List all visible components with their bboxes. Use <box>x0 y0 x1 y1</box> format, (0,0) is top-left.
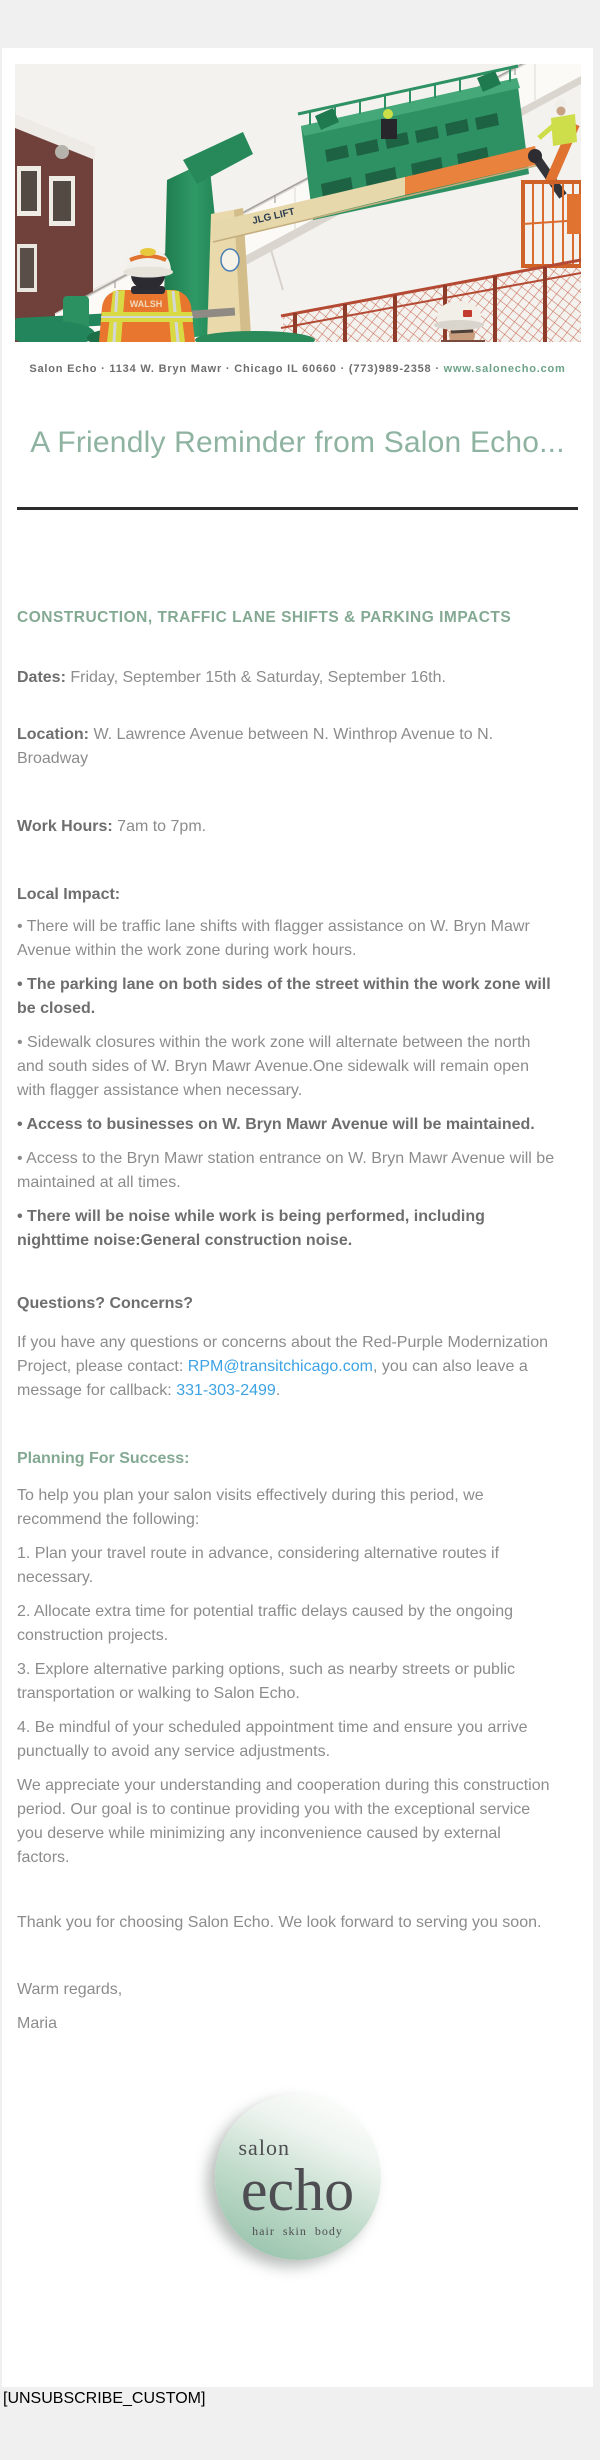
email-container <box>2 48 593 2387</box>
hours-label: Work Hours: <box>17 818 113 835</box>
impact-heading: Local Impact: <box>17 886 121 903</box>
dates-label: Dates: <box>17 669 66 686</box>
contact-line <box>2 363 593 376</box>
planning-intro: To help you plan your salon visits effectively during this period, we recommend the following: <box>17 1487 484 1528</box>
logo-word-echo: echo <box>240 2157 355 2223</box>
platform-worker-helmet <box>383 109 393 119</box>
location-line <box>17 723 557 771</box>
thanks-paragraph: Thank you for choosing Salon Echo. We look forward to serving you soon. <box>17 1914 542 1931</box>
website-link[interactable]: www.salonecho.com <box>443 363 566 375</box>
planning-step: 3. Explore alternative parking options, such as nearby streets or public transportation or walking to Salon Echo. <box>17 1661 516 1702</box>
impact-bullet: • There will be traffic lane shifts with flagger assistance on W. Bryn Mawr Avenue within the work zone during work hours. <box>17 918 530 959</box>
questions-text: . <box>275 1382 281 1399</box>
planning-step: 4. Be mindful of your scheduled appointment time and ensure you arrive punctually to avoid any service adjustments. <box>17 1719 528 1760</box>
signature-name: Maria <box>17 2015 58 2032</box>
dates-value: Friday, September 15th & Saturday, September 16th. <box>65 669 446 686</box>
logo-word-salon: salon <box>238 2135 290 2160</box>
logo-tagline: hair skin body <box>252 2224 343 2238</box>
email-body <box>2 608 593 2036</box>
impact-bullet: • The parking lane on both sides of the street within the work zone will be closed. <box>17 976 551 1017</box>
impact-bullet: • There will be noise while work is being performed, including nighttime noise:General construction noise. <box>17 1208 485 1249</box>
questions-paragraph <box>17 1331 557 1403</box>
questions-text: If you have any questions or concerns about the Red-Purple Modernization Project, please contact: <box>17 1334 548 1375</box>
questions-heading: Questions? Concerns? <box>17 1295 194 1312</box>
planning-step: 1. Plan your travel route in advance, considering alternative routes if necessary. <box>17 1545 500 1586</box>
construction-heading: CONSTRUCTION, TRAFFIC LANE SHIFTS & PARKING IMPACTS <box>17 609 512 626</box>
platform-worker <box>381 119 397 139</box>
hours-value: 7am to 7pm. <box>112 818 207 835</box>
planning-heading: Planning For Success: <box>17 1450 190 1467</box>
unsubscribe-tag: [UNSUBSCRIBE_CUSTOM] <box>3 2390 206 2407</box>
lift-worker-vest <box>551 114 577 146</box>
email-link[interactable]: RPM@transitchicago.com <box>187 1358 373 1375</box>
signoff: Warm regards, <box>17 1981 123 1998</box>
location-label: Location: <box>17 726 89 743</box>
construction-photo <box>15 64 581 342</box>
impact-bullet: • Access to businesses on W. Bryn Mawr Avenue will be maintained. <box>17 1116 535 1133</box>
phone-link[interactable]: 331-303-2499 <box>176 1382 276 1399</box>
boom-brand-text: JLG LIFT <box>250 206 296 227</box>
appreciation-paragraph: We appreciate your understanding and cooperation during this construction period. Our goal is to continue providing you with the exceptional service you deserve while minimizing any inconvenience caused by external factors. <box>17 1777 550 1866</box>
divider <box>17 507 578 510</box>
email-title: A Friendly Reminder from Salon Echo... <box>30 426 565 459</box>
jacket-text: WALSH <box>129 299 162 309</box>
location-value: W. Lawrence Avenue between N. Winthrop Avenue to N. Broadway <box>17 726 494 767</box>
planning-step: 2. Allocate extra time for potential traffic delays caused by the ongoing construction projects. <box>17 1603 513 1644</box>
dates-line <box>17 666 557 690</box>
logo-image <box>195 2094 400 2309</box>
salon-echo-logo <box>215 2094 381 2260</box>
hours-line <box>17 815 557 839</box>
contact-text: Salon Echo · 1134 W. Bryn Mawr · Chicago IL 60660 · (773)989-2358 · <box>29 363 444 375</box>
questions-text: , you can also leave a message for callback: <box>17 1358 528 1399</box>
impact-bullet: • Sidewalk closures within the work zone will alternate between the north and south sides of W. Bryn Mawr Avenue.One sidewalk will remain open with flagger assistance when necessary. <box>17 1034 531 1099</box>
impact-bullet: • Access to the Bryn Mawr station entrance on W. Bryn Mawr Avenue will be maintained at all times. <box>17 1150 555 1191</box>
